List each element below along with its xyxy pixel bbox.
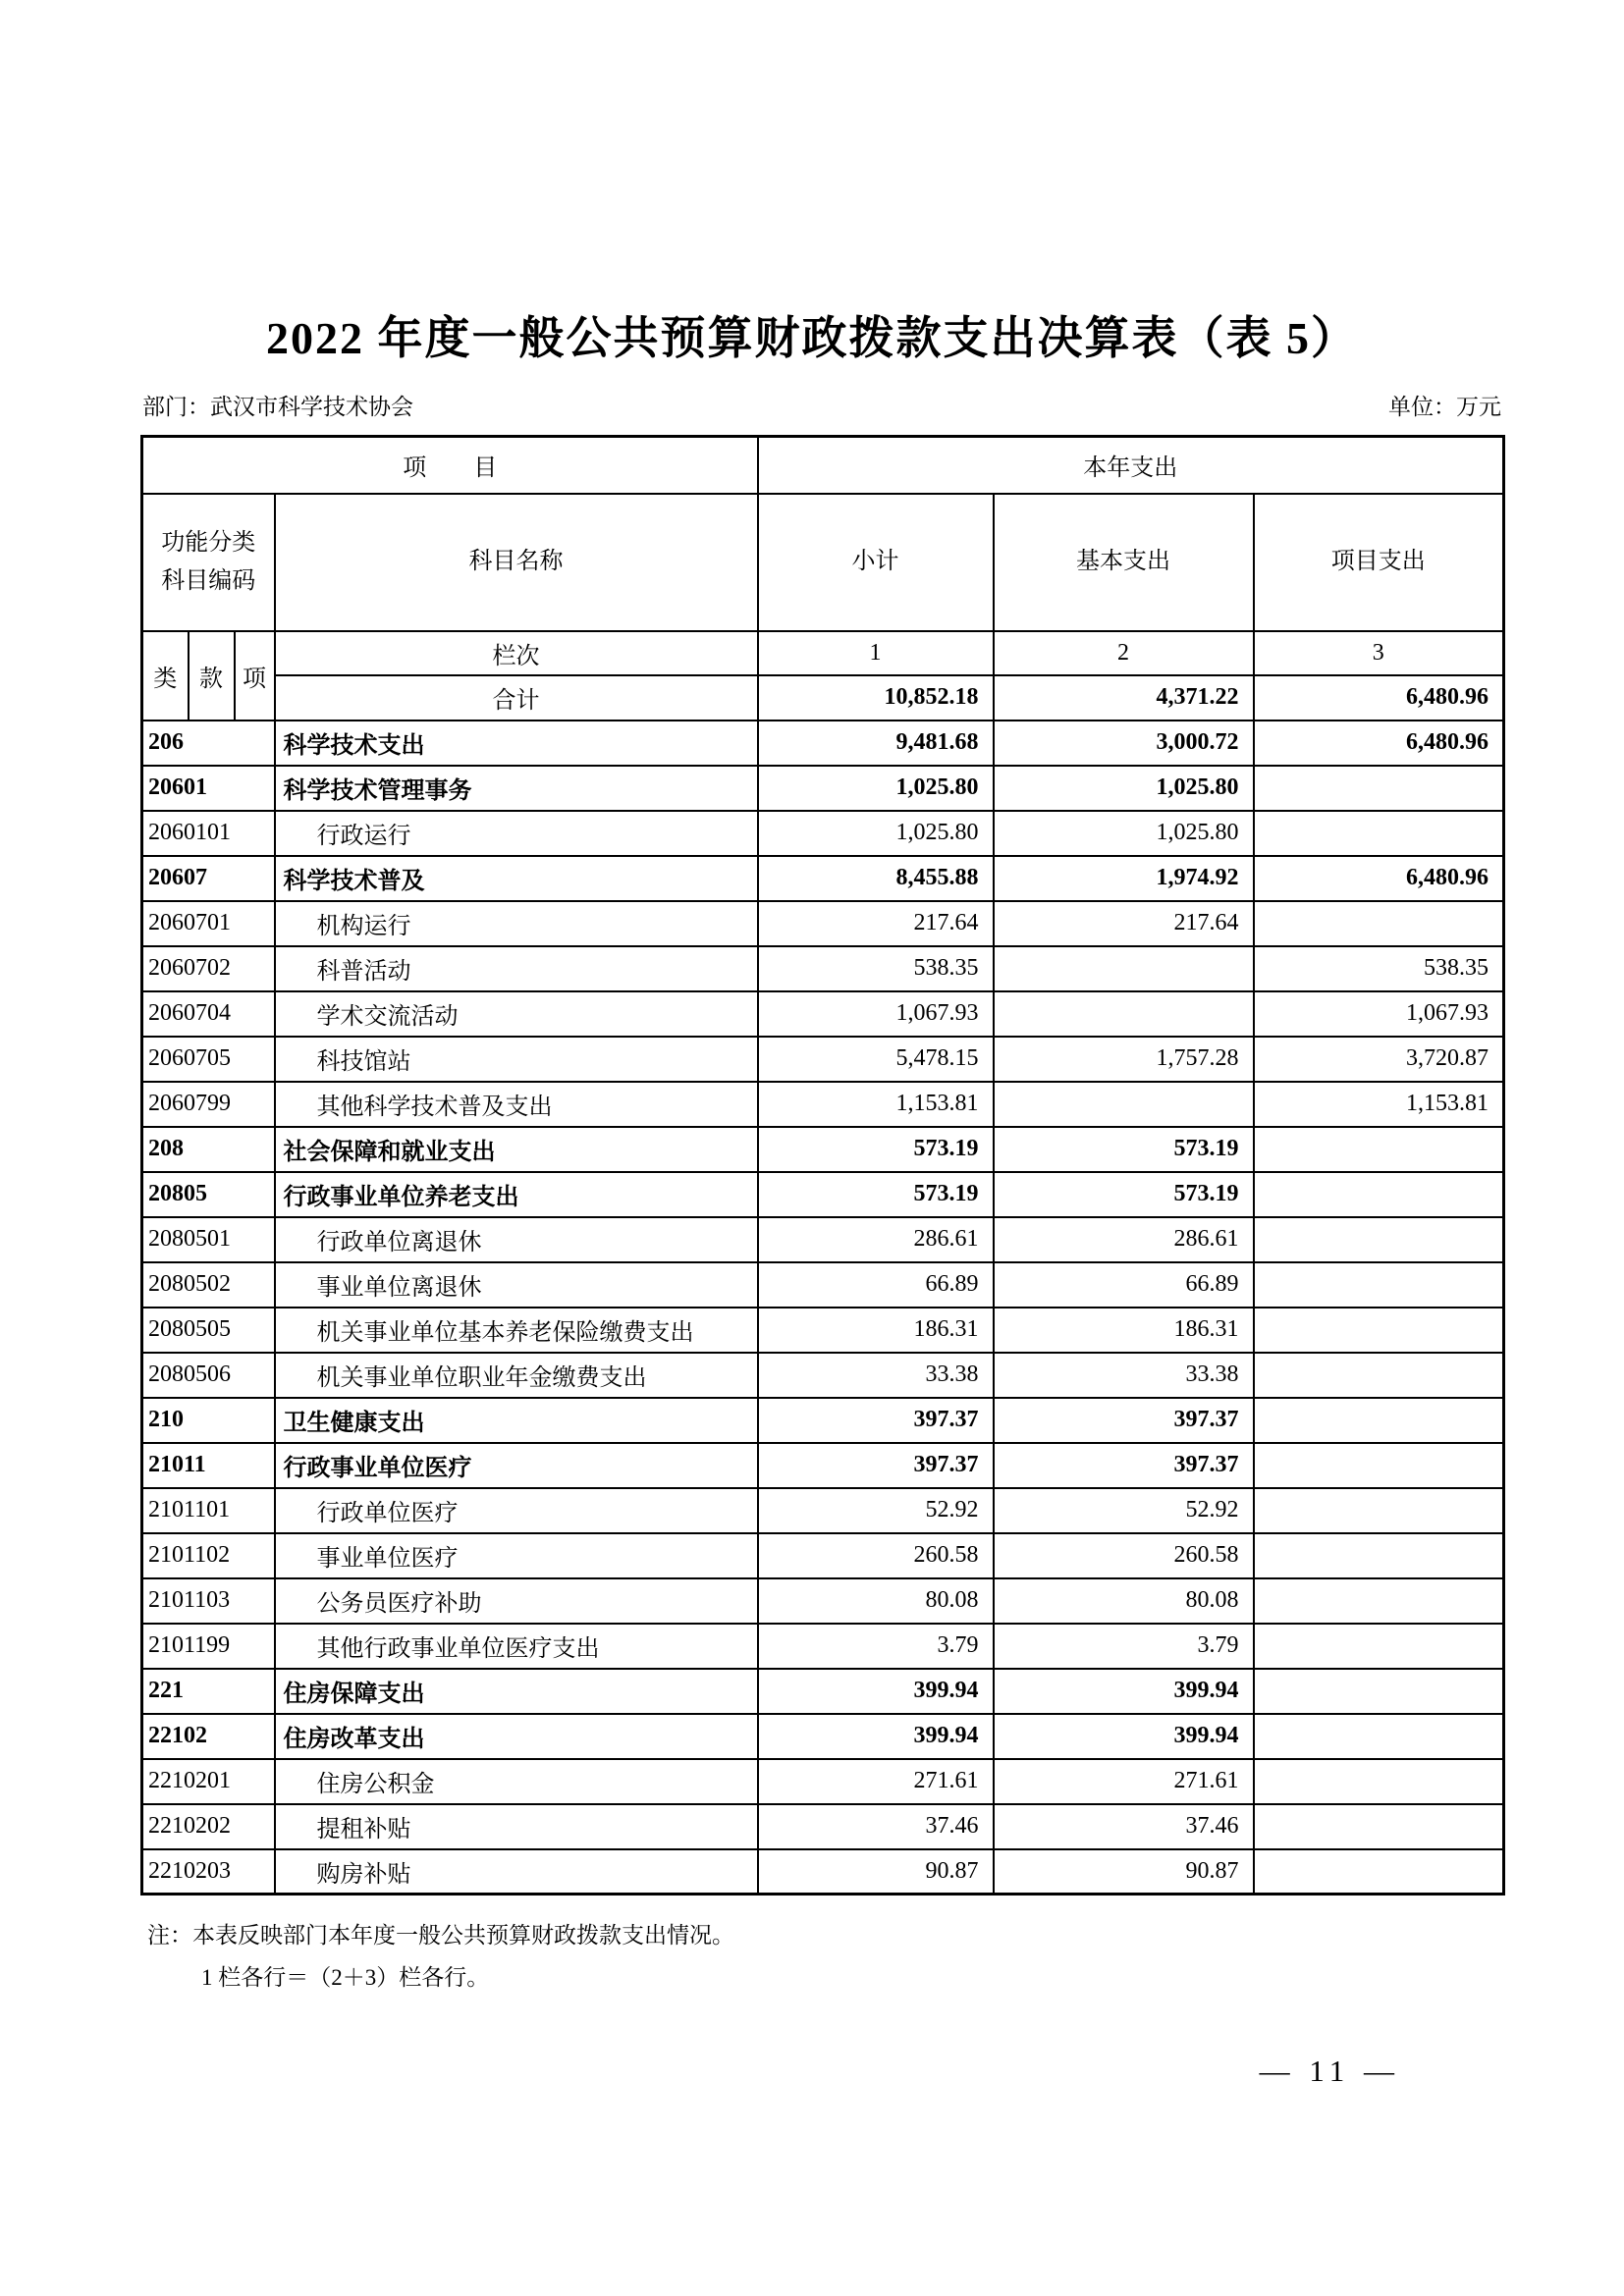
row-code: 2060701 [142,901,275,946]
row-project [1254,1262,1504,1308]
row-project [1254,766,1504,811]
table-row [142,1127,1504,1172]
row-code: 2101102 [142,1533,275,1578]
row-basic [994,1082,1254,1127]
budget-table [140,435,1505,1896]
table-row [142,1759,1504,1804]
header-col2: 2 [994,631,1254,675]
row-basic: 186.31 [994,1308,1254,1353]
row-code: 2060702 [142,946,275,991]
row-basic: 286.61 [994,1217,1254,1262]
row-code: 208 [142,1127,275,1172]
row-code: 2060705 [142,1037,275,1082]
row-subject-name: 事业单位医疗 [275,1533,758,1578]
row-subtotal: 399.94 [758,1714,994,1759]
row-basic: 37.46 [994,1804,1254,1849]
row-project [1254,1217,1504,1262]
row-code: 2080505 [142,1308,275,1353]
table-row [142,991,1504,1037]
table-row [142,1804,1504,1849]
row-project: 6,480.96 [1254,721,1504,766]
row-subtotal: 8,455.88 [758,856,994,901]
row-subtotal: 397.37 [758,1398,994,1443]
row-subject-name: 学术交流活动 [275,991,758,1037]
department-label: 部门：武汉市科学技术协会 [142,395,413,419]
table-row [142,1308,1504,1353]
table-row [142,1262,1504,1308]
table-row [142,1443,1504,1488]
row-subtotal: 573.19 [758,1127,994,1172]
row-project: 3,720.87 [1254,1037,1504,1082]
row-code: 2060101 [142,811,275,856]
row-basic: 80.08 [994,1578,1254,1624]
row-project [1254,1127,1504,1172]
header-row-groups [142,437,1504,494]
row-subject-name: 机构运行 [275,901,758,946]
row-basic: 1,025.80 [994,766,1254,811]
row-code: 2060799 [142,1082,275,1127]
row-basic [994,991,1254,1037]
row-basic: 399.94 [994,1714,1254,1759]
row-basic: 399.94 [994,1669,1254,1714]
table-row [142,1172,1504,1217]
row-code: 21011 [142,1443,275,1488]
row-subtotal: 9,481.68 [758,721,994,766]
row-code: 22102 [142,1714,275,1759]
row-basic: 397.37 [994,1398,1254,1443]
table-row [142,856,1504,901]
row-basic: 52.92 [994,1488,1254,1533]
row-subtotal: 1,025.80 [758,766,994,811]
row-subtotal: 186.31 [758,1308,994,1353]
row-subject-name: 住房公积金 [275,1759,758,1804]
table-row [142,1082,1504,1127]
row-code: 2060704 [142,991,275,1037]
row-project: 6,480.96 [1254,856,1504,901]
table-row [142,811,1504,856]
row-subtotal: 66.89 [758,1262,994,1308]
note-line-1: 注：本表反映部门本年度一般公共预算财政拨款支出情况。 [147,1923,734,1948]
row-subtotal: 260.58 [758,1533,994,1578]
header-subtotal: 小计 [758,494,994,631]
row-subject-name: 行政事业单位医疗 [275,1443,758,1488]
table-row [142,721,1504,766]
row-code: 2101103 [142,1578,275,1624]
row-subject-name: 科学技术普及 [275,856,758,901]
row-subtotal: 1,067.93 [758,991,994,1037]
row-basic: 1,757.28 [994,1037,1254,1082]
row-subtotal: 397.37 [758,1443,994,1488]
row-subject-name: 事业单位离退休 [275,1262,758,1308]
header-section: 款 [189,631,235,721]
header-function-code-line1: 功能分类 [161,530,256,557]
row-subtotal: 217.64 [758,901,994,946]
row-project [1254,1533,1504,1578]
table-row [142,1533,1504,1578]
header-row-columns [142,494,1504,631]
header-row-column-index [142,631,1504,675]
row-project [1254,1398,1504,1443]
row-code: 221 [142,1669,275,1714]
row-project [1254,1759,1504,1804]
row-subject-name: 行政单位离退休 [275,1217,758,1262]
row-subject-name: 机关事业单位基本养老保险缴费支出 [275,1308,758,1353]
total-row [142,675,1504,721]
row-subject-name: 行政单位医疗 [275,1488,758,1533]
row-subtotal: 3.79 [758,1624,994,1669]
row-subject-name: 机关事业单位职业年金缴费支出 [275,1353,758,1398]
row-project [1254,1804,1504,1849]
row-subtotal: 80.08 [758,1578,994,1624]
row-subject-name: 住房改革支出 [275,1714,758,1759]
row-subtotal: 1,153.81 [758,1082,994,1127]
note-line-2: 1 栏各行＝（2＋3）栏各行。 [201,1964,490,1990]
row-project [1254,1443,1504,1488]
row-basic [994,946,1254,991]
row-basic: 1,974.92 [994,856,1254,901]
row-basic: 271.61 [994,1759,1254,1804]
row-project [1254,811,1504,856]
row-project [1254,1578,1504,1624]
page-number: — 11 — [1259,2054,1400,2088]
row-project: 1,153.81 [1254,1082,1504,1127]
table-row [142,1488,1504,1533]
row-basic: 3,000.72 [994,721,1254,766]
row-subject-name: 行政运行 [275,811,758,856]
table-row [142,1624,1504,1669]
row-code: 20607 [142,856,275,901]
table-row [142,1849,1504,1895]
table-row [142,1217,1504,1262]
row-basic: 260.58 [994,1533,1254,1578]
row-subject-name: 公务员医疗补助 [275,1578,758,1624]
row-project [1254,1488,1504,1533]
row-subject-name: 科技馆站 [275,1037,758,1082]
row-code: 20601 [142,766,275,811]
header-column-index-label: 栏次 [275,631,758,675]
unit-label: 单位：万元 [1388,395,1501,419]
table-row [142,1037,1504,1082]
row-code: 2101101 [142,1488,275,1533]
row-subtotal: 399.94 [758,1669,994,1714]
total-label: 合计 [275,675,758,721]
row-subtotal: 5,478.15 [758,1037,994,1082]
meta-row [142,389,1501,421]
table-row [142,1353,1504,1398]
row-project [1254,1172,1504,1217]
row-project [1254,1624,1504,1669]
header-col1: 1 [758,631,994,675]
table-row [142,901,1504,946]
header-current-year-group: 本年支出 [758,437,1504,494]
header-project-expenditure: 项目支出 [1254,494,1504,631]
row-subject-name: 提租补贴 [275,1804,758,1849]
row-project: 538.35 [1254,946,1504,991]
page-title: 2022 年度一般公共预算财政拨款支出决算表（表 5） [266,313,1358,363]
header-class: 类 [142,631,189,721]
row-subtotal: 33.38 [758,1353,994,1398]
row-subject-name: 社会保障和就业支出 [275,1127,758,1172]
row-project [1254,901,1504,946]
row-code: 2101199 [142,1624,275,1669]
row-code: 2080501 [142,1217,275,1262]
row-basic: 397.37 [994,1443,1254,1488]
row-basic: 1,025.80 [994,811,1254,856]
row-subject-name: 其他行政事业单位医疗支出 [275,1624,758,1669]
header-subject-name: 科目名称 [275,494,758,631]
table-row [142,1714,1504,1759]
table-row [142,766,1504,811]
row-basic: 3.79 [994,1624,1254,1669]
table-row [142,1398,1504,1443]
row-subject-name: 住房保障支出 [275,1669,758,1714]
row-basic: 33.38 [994,1353,1254,1398]
row-code: 2210201 [142,1759,275,1804]
header-function-code-line2: 科目编码 [161,567,256,594]
row-project [1254,1849,1504,1895]
table-row [142,1669,1504,1714]
row-code: 210 [142,1398,275,1443]
row-subtotal: 37.46 [758,1804,994,1849]
row-basic: 217.64 [994,901,1254,946]
total-basic: 4,371.22 [994,675,1254,721]
row-basic: 90.87 [994,1849,1254,1895]
row-subject-name: 其他科学技术普及支出 [275,1082,758,1127]
row-subtotal: 538.35 [758,946,994,991]
row-project [1254,1714,1504,1759]
row-project: 1,067.93 [1254,991,1504,1037]
row-subtotal: 271.61 [758,1759,994,1804]
row-basic: 573.19 [994,1172,1254,1217]
header-item: 项 [235,631,275,721]
row-project [1254,1308,1504,1353]
row-code: 20805 [142,1172,275,1217]
row-subject-name: 行政事业单位养老支出 [275,1172,758,1217]
total-project: 6,480.96 [1254,675,1504,721]
row-subject-name: 购房补贴 [275,1849,758,1895]
row-code: 2080506 [142,1353,275,1398]
table-row [142,1578,1504,1624]
row-project [1254,1669,1504,1714]
row-subject-name: 科普活动 [275,946,758,991]
header-function-code [142,494,275,631]
row-project [1254,1353,1504,1398]
row-subtotal: 573.19 [758,1172,994,1217]
row-subtotal: 286.61 [758,1217,994,1262]
row-subject-name: 科学技术管理事务 [275,766,758,811]
row-subtotal: 52.92 [758,1488,994,1533]
row-code: 2210203 [142,1849,275,1895]
total-subtotal: 10,852.18 [758,675,994,721]
header-project-group: 项 目 [142,437,758,494]
row-subtotal: 1,025.80 [758,811,994,856]
row-subject-name: 卫生健康支出 [275,1398,758,1443]
row-basic: 573.19 [994,1127,1254,1172]
table-notes [147,1915,1624,1999]
table-row [142,946,1504,991]
header-basic-expenditure: 基本支出 [994,494,1254,631]
row-basic: 66.89 [994,1262,1254,1308]
row-code: 2210202 [142,1804,275,1849]
row-subject-name: 科学技术支出 [275,721,758,766]
row-code: 206 [142,721,275,766]
header-col3: 3 [1254,631,1504,675]
row-code: 2080502 [142,1262,275,1308]
row-subtotal: 90.87 [758,1849,994,1895]
